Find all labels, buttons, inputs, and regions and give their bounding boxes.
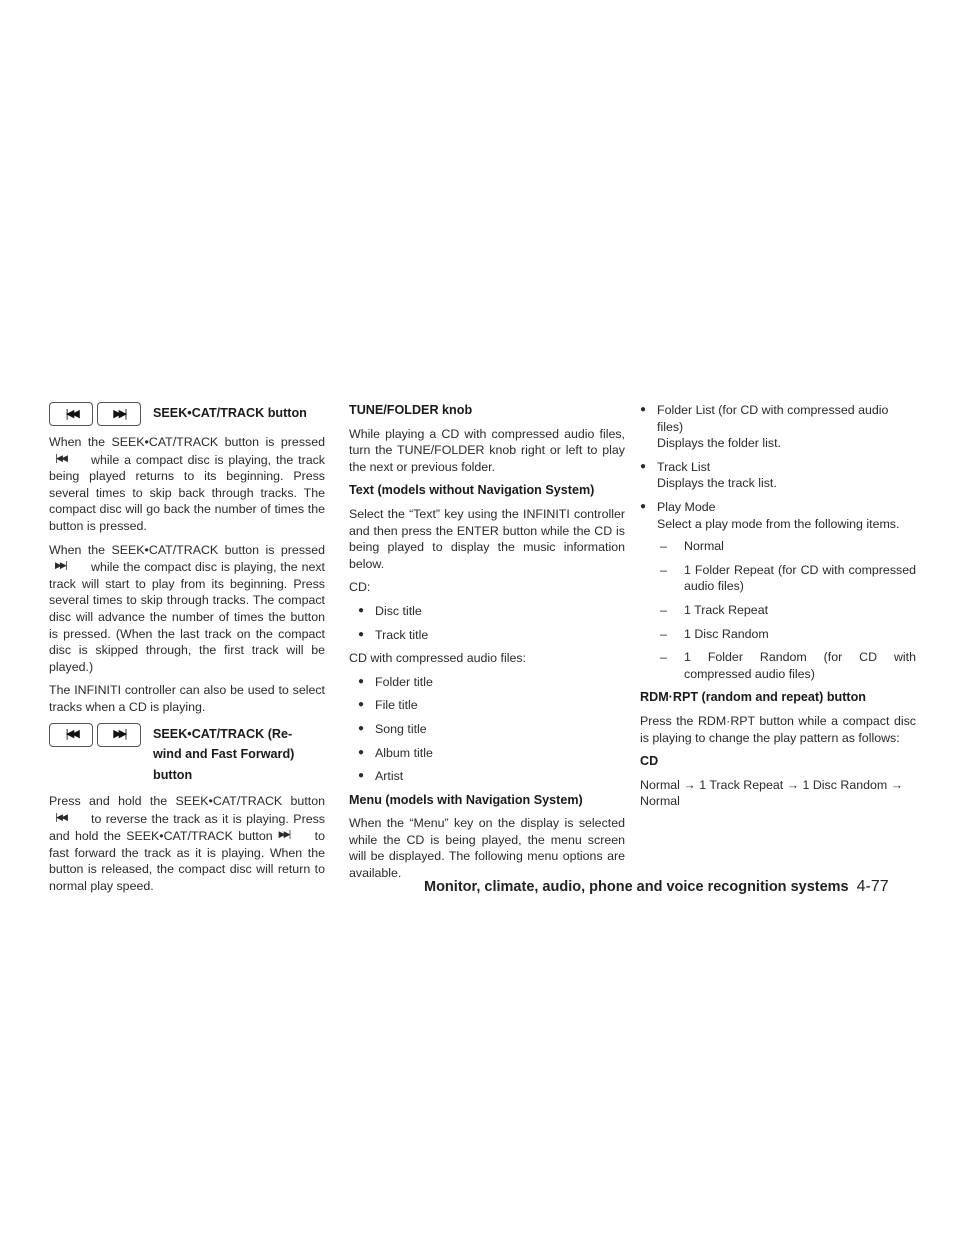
tune-folder-heading: TUNE/FOLDER knob: [349, 403, 473, 417]
seek-forward-paragraph: When the SEEK•CAT/TRACK button is pressed▶▶| while the compact disc is playing, the next track will start to play from its beginning. Press several times to skip through tracks. The compact disc will advance the number of times the button is pressed. (When the last track on the compact disc is skipped through, the first track will be played.): [49, 542, 325, 674]
seek-track-button-pair: [49, 402, 145, 426]
list-item: – 1 Track Repeat: [660, 602, 769, 617]
tune-folder-paragraph: While playing a CD with compressed audio files, turn the TUNE/FOLDER knob right or left to play the next or previous folder.: [349, 426, 625, 474]
list-item: ● File title: [358, 697, 625, 714]
list-item: ● Disc title: [358, 603, 625, 620]
rewind-ff-paragraph: Press and hold the SEEK•CAT/TRACK button|◀◀ to reverse the track as it is playing. Press and hold the SEEK•CAT/TRACK button ▶▶| to fast forward the track as it is playing. When the button is released, the compact disc will return to normal play speed.: [49, 794, 325, 893]
menu-paragraph: When the “Menu” key on the display is selected while the CD is being played, the menu screen will be displayed. The following menu options are available.: [349, 816, 625, 881]
compressed-label: CD with compressed audio files:: [349, 651, 526, 666]
controller-note-paragraph: The INFINITI controller can also be used to select tracks when a CD is playing.: [49, 683, 325, 714]
list-item: – 1 Disc Random: [660, 626, 769, 641]
list-item: ● Folder title: [358, 674, 625, 691]
list-item: – 1 Folder Repeat (for CD with compressed audio files): [660, 562, 916, 594]
rewind-ff-button-pair: [49, 723, 145, 747]
cd-subheading: CD: [640, 754, 659, 769]
prev-track-icon: |◀◀: [55, 453, 66, 464]
play-pattern-sequence: Normal → 1 Track Repeat → 1 Disc Random → Normal: [640, 777, 904, 809]
next-track-icon: ▶▶|: [55, 561, 66, 572]
section-title: Monitor, climate, audio, phone and voice recognition systems: [424, 879, 849, 895]
next-track-icon: ▶▶|: [97, 723, 141, 747]
play-mode-list: [657, 538, 916, 682]
seek-back-paragraph: When the SEEK•CAT/TRACK button is pressed|◀◀ while a compact disc is playing, the track being played returns to its beginning. Press several times to skip back through tracks. The compact disc will go back the number of times the button is pressed.: [49, 435, 325, 533]
list-item: ● Song title: [358, 721, 625, 738]
column-3: [640, 402, 916, 817]
menu-heading: Menu (models with Navigation System): [349, 792, 583, 807]
compressed-info-list: [349, 674, 625, 785]
next-track-icon: ▶▶|: [278, 830, 290, 841]
list-item: – 1 Folder Random (for CD with compressed audio files): [660, 650, 916, 681]
list-item: ● Artist: [358, 768, 625, 785]
list-item: ● Folder List (for CD with compressed audio files) Displays the folder list.: [640, 402, 916, 452]
page-footer: [424, 879, 944, 896]
page-number: 4-77: [856, 878, 889, 895]
next-track-icon: ▶▶|: [97, 402, 141, 426]
prev-track-icon: |◀◀: [55, 812, 66, 823]
prev-track-icon: |◀◀: [49, 402, 93, 426]
column-2: [349, 402, 625, 889]
seek-track-heading: [49, 402, 325, 426]
cd-info-list: [349, 603, 625, 643]
column-1: [49, 402, 325, 902]
prev-track-icon: |◀◀: [49, 723, 93, 747]
seek-track-heading-label: SEEK•CAT/TRACK button: [153, 406, 307, 420]
rewind-ff-heading: [49, 723, 325, 786]
text-heading: Text (models without Navigation System): [349, 483, 595, 498]
cd-label: CD:: [349, 580, 371, 595]
list-item: ● Track List Displays the track list.: [640, 459, 916, 492]
menu-options-list: [640, 402, 916, 682]
list-item: ● Track title: [358, 627, 625, 644]
rdm-rpt-heading: RDM·RPT (random and repeat) button: [640, 690, 866, 705]
text-paragraph: Select the “Text” key using the INFINITI controller and then press the ENTER button while the CD is being played to display the music information below.: [349, 506, 625, 571]
list-item: ● Play Mode Select a play mode from the following items. – Normal – 1 Folder Repeat (for CD with compressed audio files) – 1 Track Repeat – 1 Disc Random – 1 Folder Random (for CD with compressed audio files): [640, 499, 916, 682]
list-item: ● Album title: [358, 745, 625, 762]
list-item: – Normal: [660, 539, 724, 554]
rewind-ff-heading-label: SEEK•CAT/TRACK (Re- wind and Fast Forward) button: [153, 726, 295, 782]
rdm-rpt-paragraph: Press the RDM·RPT button while a compact disc is playing to change the play pattern as follows:: [640, 713, 916, 745]
